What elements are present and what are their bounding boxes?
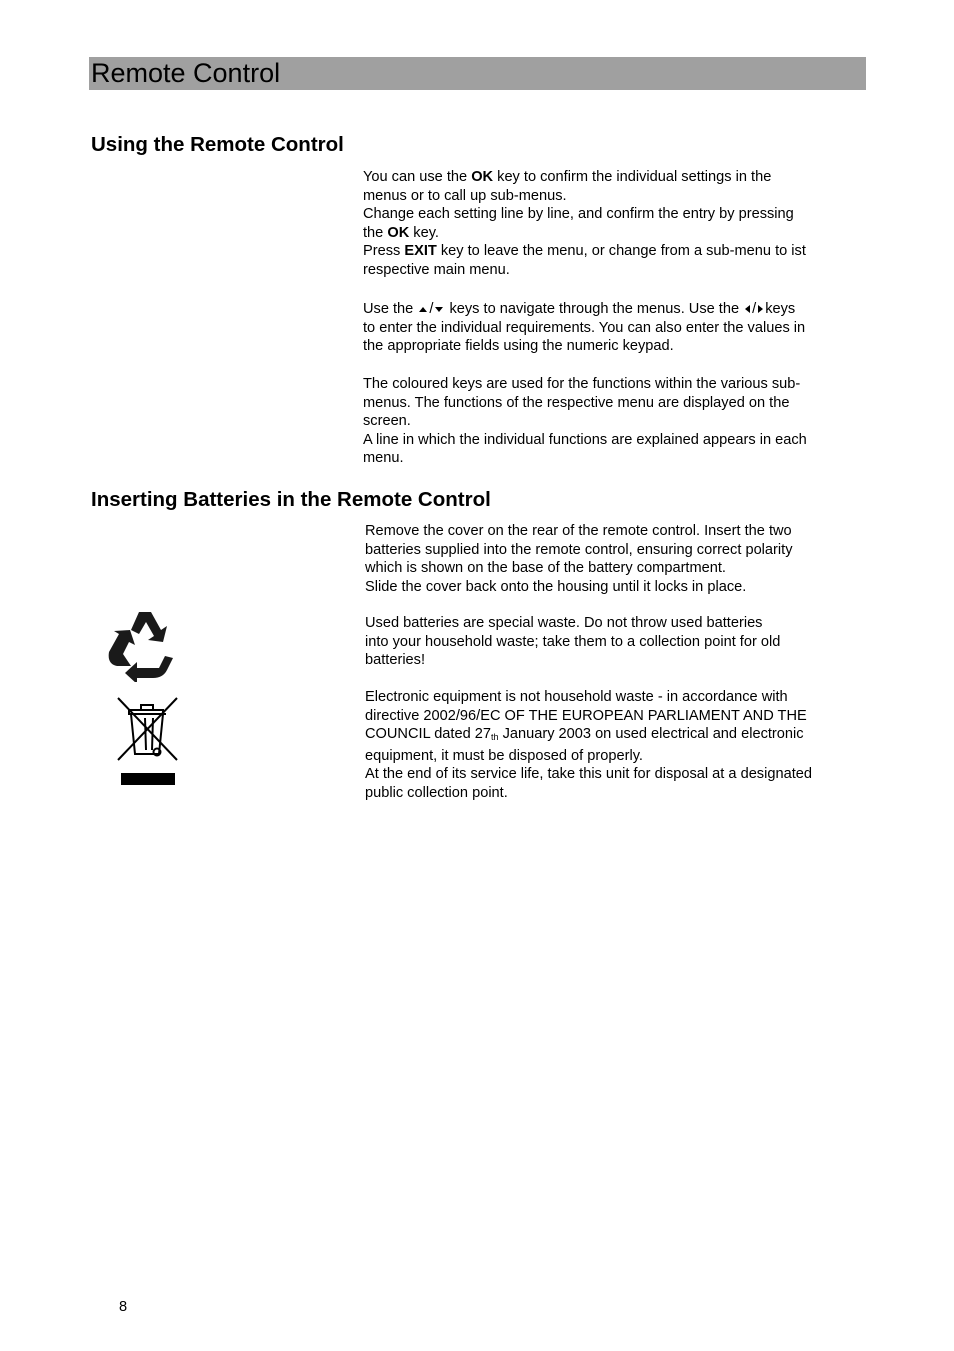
- paragraph-weee-disposal: Electronic equipment is not household waste - in accordance with directive 2002/96/EC OF THE EUROPEAN PARLIAMENT AND THE COUNCIL dated $27_{th}$ January 2003 on used electrical and electronic equipment, it must be disposed of properly. At the end of its service life, take this unit for disposal at a designated public collection point.: [365, 689, 812, 801]
- paragraph-ok-exit-keys: You can use the OK key to confirm the individual settings in the menus or to call up sub-menus. Change each setting line by line, and confirm the entry by pressing the OK key. Press EXIT key to leave the menu, or change from a sub-menu to ist respective main menu.: [363, 169, 806, 278]
- page-header-bar: [89, 57, 866, 90]
- page-number: 8: [119, 1299, 128, 1315]
- paragraph-insert-batteries: Remove the cover on the rear of the remote control. Insert the two batteries supplied into the remote control, ensuring correct polarity which is shown on the base of the battery compartment. Slide the cover back onto the housing until it locks in place.: [365, 523, 793, 595]
- arrow-down-icon: [435, 307, 443, 312]
- section-heading-using-remote: Using the Remote Control: [91, 133, 344, 156]
- page-title: Remote Control: [91, 58, 281, 88]
- recycling-icon: [101, 608, 177, 682]
- section-heading-inserting-batteries: Inserting Batteries in the Remote Control: [91, 488, 491, 511]
- arrow-up-icon: [419, 307, 427, 312]
- paragraph-coloured-keys: The coloured keys are used for the functions within the various sub- menus. The functions of the respective menu are displayed on the screen. A line in which the individual functions are explained appears in each menu.: [363, 376, 807, 467]
- arrow-left-icon: [745, 305, 750, 313]
- weee-crossed-bin-icon: [115, 696, 181, 788]
- arrow-right-icon: [758, 305, 763, 313]
- paragraph-navigation-keys: Use the / keys to navigate through the menus. Use the / keys to enter the individual requirements. You can also enter the values in the appropriate fields using the numeric keypad.: [363, 301, 806, 355]
- paragraph-used-batteries: Used batteries are special waste. Do not throw used batteries into your household waste; take them to a collection point for old batteries!: [365, 615, 781, 669]
